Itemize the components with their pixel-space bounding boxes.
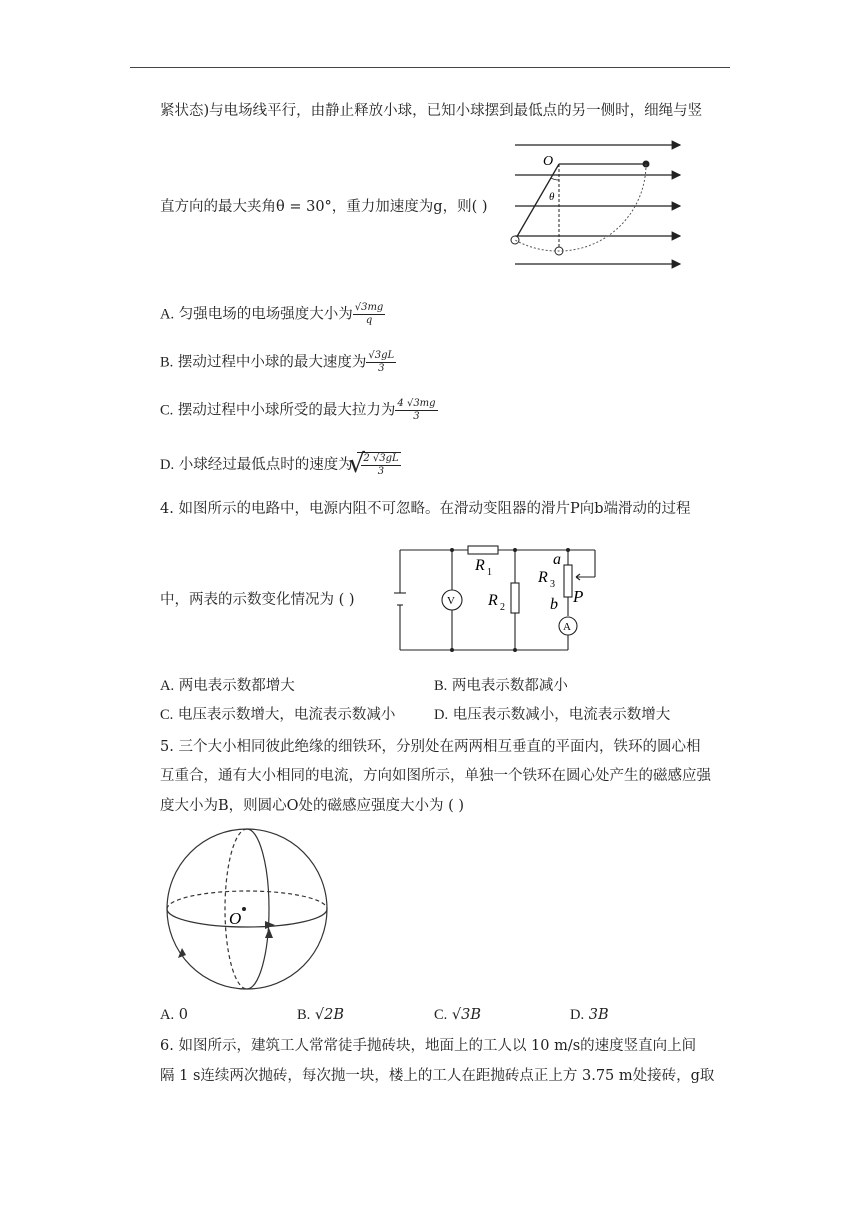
denominator: 3 — [377, 466, 385, 477]
label-R3-sub: 3 — [550, 579, 555, 590]
pendulum-figure — [505, 135, 685, 270]
q3-text-line1: 紧状态)与电场线平行，由静止释放小球，已知小球摆到最低点的另一侧时，细绳与竖 — [160, 103, 703, 119]
q5-option-b[interactable] — [297, 1005, 344, 1025]
numerator: √3mg — [354, 302, 384, 313]
horizontal-ring-front — [167, 909, 327, 927]
q5-text-line3: 度大小为B，则圆心O处的磁感应强度大小为 ( ) — [160, 798, 465, 814]
label-O: O — [543, 154, 554, 169]
option-letter: B. — [297, 1007, 311, 1023]
option-letter: C. — [160, 707, 174, 723]
horizontal-ring-back — [167, 891, 327, 909]
q5-option-c[interactable] — [434, 1005, 481, 1025]
q5-option-d[interactable] — [570, 1005, 609, 1025]
voltmeter-label: V — [447, 595, 455, 607]
q4-option-c[interactable] — [160, 705, 395, 725]
option-text: 0 — [178, 1007, 188, 1023]
denominator: 3 — [378, 363, 385, 374]
option-letter: B. — [160, 354, 174, 371]
option-text: 摆动过程中小球的最大速度为 — [177, 354, 367, 371]
q4-text-line1: 4. 如图所示的电路中，电源内阻不可忽略。在滑动变阻器的滑片P向b端滑动的过程 — [160, 501, 691, 517]
q5-text-line1: 5. 三个大小相同彼此绝缘的细铁环，分别处在两两相互垂直的平面内，铁环的圆心相 — [160, 739, 701, 755]
q5-option-a[interactable] — [160, 1005, 188, 1025]
option-text: 电压表示数增大，电流表示数减小 — [177, 707, 396, 723]
fraction — [395, 398, 437, 423]
q4-option-a[interactable] — [160, 676, 295, 696]
option-text: 匀强电场的电场强度大小为 — [178, 306, 353, 323]
label-R3: R — [538, 569, 548, 586]
option-letter: C. — [434, 1007, 448, 1023]
option-letter: A. — [160, 1007, 175, 1023]
option-letter: A. — [160, 678, 175, 694]
fraction — [361, 453, 400, 478]
label-theta: θ — [549, 191, 555, 203]
numerator: √3gL — [368, 350, 395, 361]
q3-option-d[interactable] — [160, 449, 401, 479]
q3-text-line2: 直方向的最大夹角θ = 30°，重力加速度为g，则( ) — [160, 199, 488, 215]
theta-arc — [551, 178, 559, 180]
sqrt-sign: √ $\frac{2 √3gL}{3}$ — [348, 449, 399, 479]
option-text: 电压表示数减小，电流表示数增大 — [452, 707, 671, 723]
numerator: 2 √3gL — [363, 453, 399, 464]
option-letter: D. — [160, 457, 175, 473]
q3-option-b[interactable] — [160, 350, 396, 375]
q6-text-line2: 隔 1 s连续两次抛砖，每次抛一块，楼上的工人在距抛砖点正上方 3.75 m处接砖，g取 — [160, 1068, 715, 1084]
denominator: 3 — [413, 411, 420, 422]
label-R1-sub: 1 — [487, 567, 492, 578]
label-O: O — [229, 909, 242, 928]
arrow-outer-ring — [178, 948, 186, 958]
swing-arc — [515, 164, 646, 251]
label-R1: R — [475, 557, 485, 574]
label-a: a — [553, 551, 561, 568]
option-letter: B. — [434, 678, 448, 694]
circuit-figure — [390, 540, 610, 660]
arrow-vertical-ring — [265, 928, 273, 938]
q3-option-a[interactable] — [160, 302, 385, 327]
label-R2-sub: 2 — [500, 602, 505, 613]
fraction — [353, 302, 386, 327]
option-text: 3B — [588, 1007, 609, 1023]
label-b: b — [550, 596, 558, 613]
ball-left — [511, 236, 519, 244]
vertical-ring-front — [247, 829, 269, 989]
q4-option-b[interactable] — [434, 676, 568, 696]
option-letter: C. — [160, 402, 174, 419]
ammeter-label: A — [563, 621, 571, 633]
option-text: √2B — [314, 1007, 345, 1023]
center-dot — [242, 907, 246, 911]
option-letter: A. — [160, 306, 175, 323]
option-text: 小球经过最低点时的速度为 — [178, 457, 353, 473]
option-letter: D. — [434, 707, 449, 723]
q3-option-c[interactable] — [160, 398, 438, 423]
header-rule — [130, 67, 730, 68]
rings-figure — [160, 827, 335, 992]
numerator: 4 √3mg — [397, 398, 436, 409]
q4-option-d[interactable] — [434, 705, 670, 725]
fraction — [366, 350, 396, 375]
denominator: q — [365, 315, 373, 326]
option-text: 两电表示数都增大 — [178, 678, 295, 694]
option-letter: D. — [570, 1007, 585, 1023]
q5-text-line2: 互重合，通有大小相同的电流，方向如图所示，单独一个铁环在圆心处产生的磁感应强 — [160, 768, 711, 784]
label-P: P — [573, 587, 584, 606]
q4-text-line2: 中，两表的示数变化情况为 ( ) — [160, 592, 355, 608]
q6-text-line1: 6. 如图所示，建筑工人常常徒手抛砖块，地面上的工人以 10 m/s的速度竖直向上间 — [160, 1038, 697, 1054]
option-text: 两电表示数都减小 — [451, 678, 568, 694]
option-text: 摆动过程中小球所受的最大拉力为 — [177, 402, 396, 419]
outer-ring — [167, 829, 327, 989]
option-text: √3B — [451, 1007, 482, 1023]
label-R2: R — [488, 592, 498, 609]
arrow-horizontal-ring — [265, 921, 275, 929]
